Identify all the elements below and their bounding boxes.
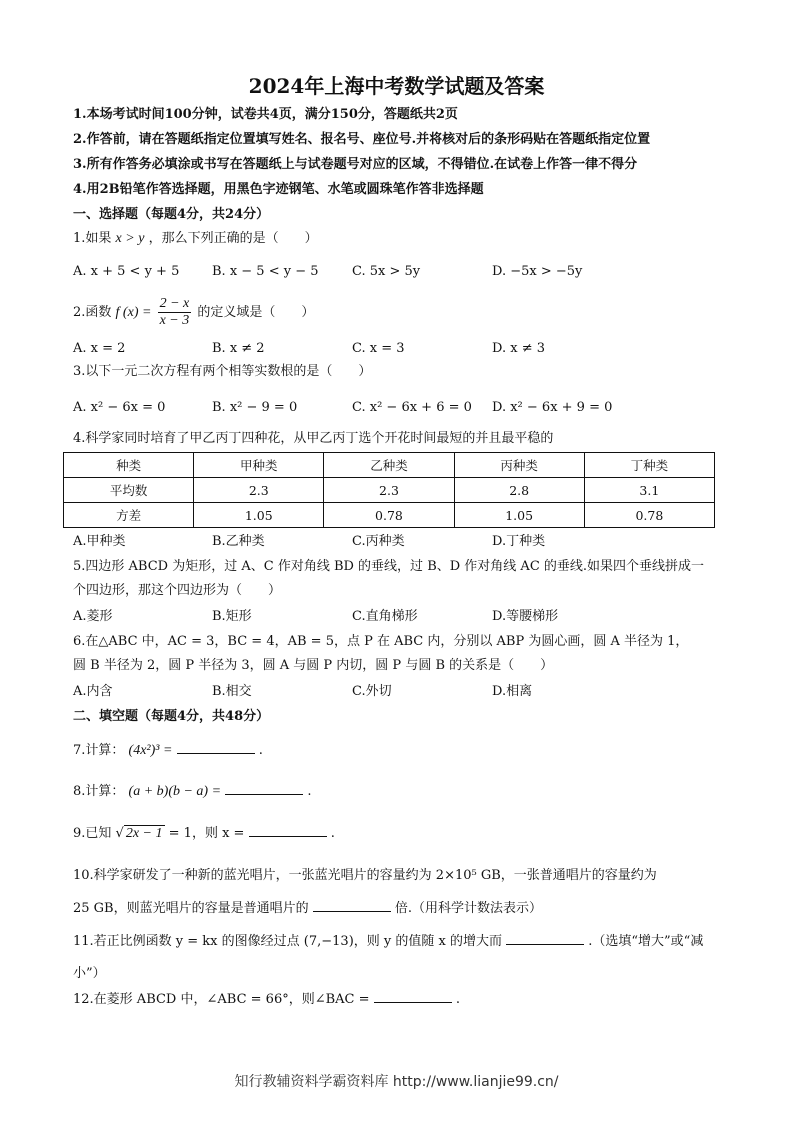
question-6-line-2: 圆 B 半径为 2，圆 P 半径为 3，圆 A 与圆 P 内切，圆 P 与圆 B 的关系是（ ） (73, 658, 554, 673)
table-row (64, 503, 715, 528)
q1-prefix: 1.如果 (73, 231, 112, 246)
note-4: 4.用2B铅笔作答选择题，用黑色字迹钢笔、水笔或圆珠笔作答非选择题 (73, 182, 484, 197)
table-cell: 3.1 (584, 478, 714, 503)
q6-option-d: D.相离 (492, 684, 533, 699)
q9-prefix: 9.已知 (73, 826, 112, 841)
question-6-line-1: 6.在△ABC 中，AC = 3，BC = 4，AB = 5，点 P 在 ABC 内，分别以 ABP 为圆心画，圆 A 半径为 1， (73, 634, 689, 649)
q2-prefix: 2.函数 (73, 305, 112, 320)
table-cell: 1.05 (194, 503, 324, 528)
table-cell: 0.78 (584, 503, 714, 528)
question-2 (73, 296, 733, 330)
q2-fraction (158, 296, 192, 329)
table-cell: 方差 (64, 503, 194, 528)
note-2: 2.作答前，请在答题纸指定位置填写姓名、报名号、座位号.并将核对后的条形码贴在答题纸指定位置 (73, 132, 651, 147)
q9-answer-blank (249, 824, 327, 837)
q8-answer-blank (225, 782, 303, 795)
q9-suffix: . (330, 826, 335, 841)
q11-answer-blank (506, 932, 584, 945)
q12-suffix: . (455, 992, 460, 1007)
q4-data-table (63, 452, 715, 528)
q3-option-b: B. x² − 9 = 0 (212, 400, 298, 415)
table-cell: 平均数 (64, 478, 194, 503)
q11-text-a: 11.若正比例函数 y = kx 的图像经过点 (7,−13)，则 y 的值随 x 的增大而 (73, 934, 502, 949)
q2-function: f (x) = (115, 305, 152, 320)
q9-equation: = 1，则 x = (168, 826, 245, 841)
table-cell: 2.3 (194, 478, 324, 503)
question-4: 4.科学家同时培育了甲乙丙丁四种花，从甲乙丙丁选个开花时间最短的并且最平稳的 (73, 431, 554, 446)
table-header-cell: 甲种类 (194, 453, 324, 478)
q4-option-b: B.乙种类 (212, 534, 265, 549)
q4-option-a: A.甲种类 (73, 534, 126, 549)
table-header-cell: 丙种类 (454, 453, 584, 478)
sqrt-symbol: √ (115, 826, 124, 841)
question-12 (73, 990, 733, 1009)
q5-option-d: D.等腰梯形 (492, 609, 559, 624)
q10-text-b: 倍.（用科学计数法表示） (394, 901, 543, 916)
q6-option-b: B.相交 (212, 684, 252, 699)
question-10-line-2 (73, 899, 733, 918)
q3-option-a: A. x² − 6x = 0 (73, 400, 166, 415)
q7-expression: (4x²)³ = (128, 743, 173, 758)
question-1 (73, 230, 733, 248)
q1-option-a: A. x + 5 < y + 5 (73, 264, 180, 279)
question-10-line-1: 10.科学家研发了一种新的蓝光唱片，一张蓝光唱片的容量约为 2×10⁵ GB，一张普通唱片的容量约为 (73, 868, 657, 883)
q4-option-c: C.丙种类 (352, 534, 405, 549)
q7-suffix: . (258, 743, 263, 758)
section-choice-heading: 一、选择题（每题4分，共24分） (73, 207, 270, 222)
q3-option-d: D. x² − 6x + 9 = 0 (492, 400, 613, 415)
q2-denominator: x − 3 (159, 313, 190, 328)
section-fill-heading: 二、填空题（每题4分，共48分） (73, 709, 270, 724)
table-cell: 0.78 (324, 503, 454, 528)
question-8 (73, 782, 733, 801)
table-row (64, 478, 715, 503)
page-title: 2024年上海中考数学试题及答案 (248, 74, 545, 98)
q10-answer-blank (313, 899, 391, 912)
footer-watermark: 知行教辅资料学霸资料库 http://www.lianjie99.cn/ (234, 1074, 559, 1090)
question-7 (73, 741, 733, 760)
q2-option-a: A. x = 2 (73, 341, 126, 356)
q6-option-c: C.外切 (352, 684, 392, 699)
q5-option-a: A.菱形 (73, 609, 113, 624)
q6-option-a: A.内含 (73, 684, 113, 699)
table-header-row (64, 453, 715, 478)
table-cell: 2.3 (324, 478, 454, 503)
q2-suffix: 的定义域是（ ） (197, 305, 315, 320)
note-1: 1.本场考试时间100分钟，试卷共4页，满分150分，答题纸共2页 (73, 107, 458, 122)
q2-option-d: D. x ≠ 3 (492, 341, 545, 356)
q2-numerator: 2 − x (159, 296, 190, 311)
question-5-line-2: 个四边形，那这个四边形为（ ） (73, 583, 282, 598)
q2-option-b: B. x ≠ 2 (212, 341, 265, 356)
question-11-line-2: 小”） (73, 966, 106, 981)
q8-expression: (a + b)(b − a) = (128, 784, 222, 799)
q11-text-b: .（选填“增大”或“减 (588, 934, 704, 949)
q1-option-c: C. 5x > 5y (352, 264, 421, 279)
table-header-cell: 丁种类 (584, 453, 714, 478)
q10-text-a: 25 GB，则蓝光唱片的容量是普通唱片的 (73, 901, 309, 916)
q1-condition: x > y (115, 231, 145, 246)
q1-option-b: B. x − 5 < y − 5 (212, 264, 319, 279)
q5-option-b: B.矩形 (212, 609, 252, 624)
q9-radicand: 2x − 1 (125, 826, 163, 841)
question-3: 3.以下一元二次方程有两个相等实数根的是（ ） (73, 364, 372, 379)
q12-text: 12.在菱形 ABCD 中，∠ABC = 66°，则∠BAC = (73, 992, 370, 1007)
q5-option-c: C.直角梯形 (352, 609, 418, 624)
question-11-line-1 (73, 932, 733, 951)
question-9 (73, 824, 733, 843)
q2-option-c: C. x = 3 (352, 341, 405, 356)
table-header-cell: 种类 (64, 453, 194, 478)
q8-prefix: 8.计算： (73, 784, 125, 799)
note-3: 3.所有作答务必填涂或书写在答题纸上与试卷题号对应的区域，不得错位.在试卷上作答一律不得分 (73, 157, 638, 172)
table-header-cell: 乙种类 (324, 453, 454, 478)
question-5-line-1: 5.四边形 ABCD 为矩形，过 A、C 作对角线 BD 的垂线，过 B、D 作对角线 AC 的垂线.如果四个垂线拼成一 (73, 559, 705, 574)
q7-prefix: 7.计算： (73, 743, 125, 758)
table-cell: 2.8 (454, 478, 584, 503)
q1-option-d: D. −5x > −5y (492, 264, 583, 279)
table-cell: 1.05 (454, 503, 584, 528)
q8-suffix: . (307, 784, 312, 799)
q12-answer-blank (374, 990, 452, 1003)
q4-option-d: D.丁种类 (492, 534, 546, 549)
q1-suffix: ，那么下列正确的是（ ） (148, 231, 318, 246)
q3-option-c: C. x² − 6x + 6 = 0 (352, 400, 472, 415)
q7-answer-blank (177, 741, 255, 754)
